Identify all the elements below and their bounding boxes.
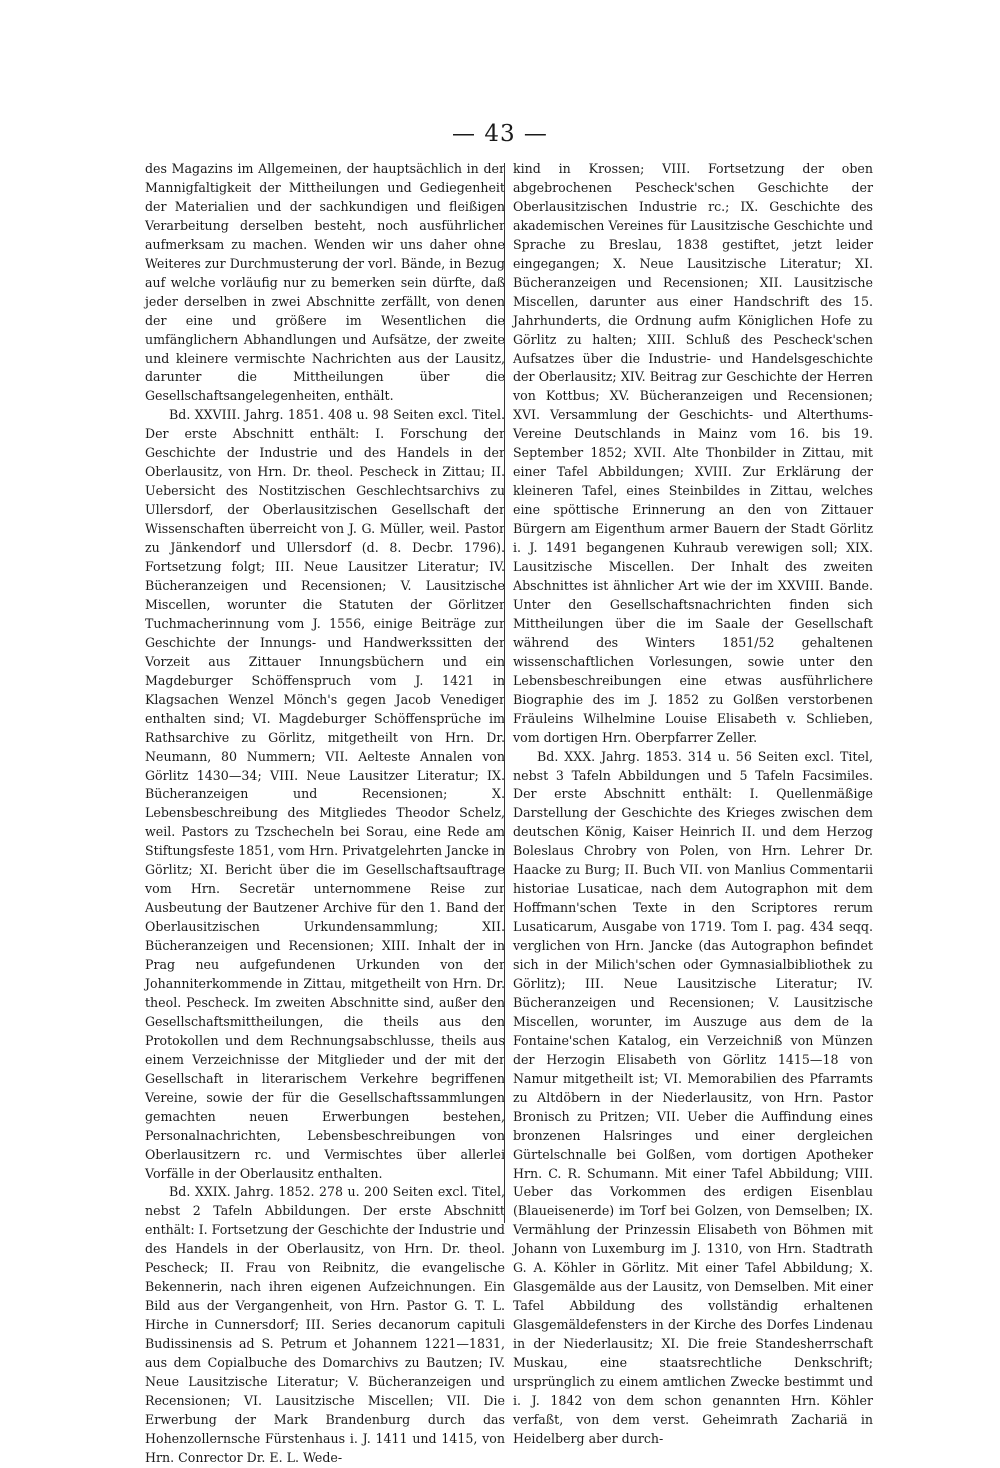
paragraph-intro: des Magazins im Allgemeinen, der hauptsächlich in der Mannigfaltigkeit der Mittheilungen und Gediegenheit der Materialien und der sachkundigen und fleißigen Verarbeitung derselben besteht, noch ausführlicher aufmerksam zu machen. Wenden wir uns daher ohne Weiteres zur Durchmusterung der vorl. Bände, in Bezug auf welche vorläufig nur zu bemerken sein dürfte, daß jeder derselben in zwei Abschnitte zerfällt, von denen der eine und größere im Wesentlichen die umfänglichern Abhandlungen und Aufsätze, der zweite und kleinere vermischte Nachrichten aus der Lausitz, darunter die Mittheilungen über die Gesellschaftsangelegenheiten, enthält. (145, 161, 505, 404)
page-number: — 43 — (452, 121, 548, 147)
paragraph-volume-28: Bd. XXVIII. Jahrg. 1851. 408 u. 98 Seiten excl. Titel. Der erste Abschnitt enthält: I. Forschung der Geschichte der Industrie und des Handels in der Oberlausitz, von Hrn. Dr. theol. Pescheck in Zittau; II. Uebersicht des Nostitzischen Geschlechtsarchivs zu Ullersdorf, der Oberlausitzischen Gesellschaft der Wissenschaften überreicht von J. G. Müller, weil. Pastor zu Jänkendorf und Ullersdorf (d. 8. Decbr. 1796). Fortsetzung folgt; III. Neue Lausitzer Literatur; IV. Bücheranzeigen und Recensionen; V. Lausitzische Miscellen, worunter die Statuten der Görlitzer Tuchmacherinnung vom J. 1556, einige Beiträge zur Geschichte der Innungs- und Handwerkssitten der Vorzeit aus Zittauer Innungsbüchern und ein Magdeburger Schöffenspruch vom J. 1421 in Klagsachen Wenzel Mönch's gegen Jacob Venediger enthalten sind; VI. Magdeburger Schöffensprüche im Rathsarchive zu Görlitz, mitgetheilt von Hrn. Dr. Neumann, 80 Nummern; VII. Aelteste Annalen von Görlitz 1430—34; VIII. Neue Lausitzer Literatur; IX. Bücheranzeigen und Recensionen; X. Lebensbeschreibung des Mitgliedes Theodor Schelz, weil. Pastors zu Tzschecheln bei Sorau, eine Rede am Stiftungsfeste 1851, vom Hrn. Privatgelehrten Jancke in Görlitz; XI. Bericht über die im Gesellschaftsauftrage vom Hrn. Secretär unternommene Reise zur Ausbeutung der Bautzener Archive für den 1. Band der Oberlausitzischen Urkundensammlung; XII. Bücheranzeigen und Recensionen; XIII. Inhalt der in Prag neu aufgefundenen Urkunden von der Johanniterkommende in Zittau, mitgetheilt von Hrn. Dr. theol. Pescheck. Im zweiten Abschnitte sind, außer den Gesellschaftsmittheilungen, die theils aus den Protokollen und dem Rechnungsabschlusse, theils aus einem Verzeichnisse der Mitglieder und der mit der Gesellschaft in literarischem Verkehre begriffenen Vereine, sowie der für die Gesellschaftssammlungen gemachten neuen Erwerbungen bestehen, Personalnachrichten, Lebensbeschreibungen von Oberlausitzern rc. und Vermischtes über allerlei Vorfälle in der Oberlausitz enthalten. (145, 407, 506, 1181)
right-column (513, 160, 873, 1449)
column-divider (504, 163, 505, 1223)
paragraph-volume-29: Bd. XXIX. Jahrg. 1852. 278 u. 200 Seiten excl. Titel, nebst 2 Tafeln Abbildungen. Der erste Abschnitt enthält: I. Fortsetzung der Geschichte der Industrie und des Handels in der Oberlausitz, von Hrn. Dr. theol. Pescheck; II. Frau von Reibnitz, die evangelische Bekennerin, nach ihren eigenen Aufzeichnungen. Ein Bild aus der Vergangenheit, von Hrn. Pastor G. T. L. Hirche in Cunnersdorf; III. Series decanorum capituli Budissinensis ad S. Petrum et Johannem 1221—1831, aus dem Copialbuche des Domarchivs zu Bautzen; IV. Neue Lausitzische Literatur; V. Bücheranzeigen und Recensionen; VI. Lausitzische Miscellen; VII. Die Erwerbung der Mark Brandenburg durch das Hohenzollernsche Fürstenhaus i. J. 1411 und 1415, von Hrn. Conrector Dr. E. L. Wede- (145, 1184, 505, 1465)
paragraph-volume-29-continued: kind in Krossen; VIII. Fortsetzung der oben abgebrochenen Pescheck'schen Geschichte der Oberlausitzischen Industrie rc.; IX. Geschichte des akademischen Vereines für Lausitzische Geschichte und Sprache zu Breslau, 1838 gestiftet, jetzt leider eingegangen; X. Neue Lausitzische Literatur; XI. Bücheranzeigen und Recensionen; XII. Lausitzische Miscellen, darunter aus einer Handschrift des 15. Jahrhunderts, die Ordnung aufm Königlichen Hofe zu Görlitz zu halten; XIII. Schluß des Pescheck'schen Aufsatzes über die Industrie- und Handelsgeschichte der Oberlausitz; XIV. Beitrag zur Geschichte der Herren von Kottbus; XV. Bücheranzeigen und Recensionen; XVI. Versammlung der Geschichts- und Alterthums-Vereine Deutschlands in Mainz vom 16. bis 19. September 1852; XVII. Alte Thonbilder in Zittau, mit einer Tafel Abbildungen; XVIII. Zur Erklärung der kleineren Tafel, eines Steinbildes in Zittau, welches eine spöttische Erinnerung an den von Zittauer Bürgern am Eigenthum armer Bauern der Stadt Görlitz i. J. 1491 begangenen Kuhraub verewigen soll; XIX. Lausitzische Miscellen. Der Inhalt des zweiten Abschnittes ist ähnlicher Art wie der im XXVIII. Bande. Unter den Gesellschaftsnachrichten finden sich Mittheilungen über die im Saale der Gesellschaft während des Winters 1851/52 gehaltenen wissenschaftlichen Vorlesungen, sowie unter den Lebensbeschreibungen eine etwas ausführlichere Biographie des im J. 1852 zu Golßen verstorbenen Fräuleins Wilhelmine Louise Elisabeth v. Schlieben, vom dortigen Hrn. Oberpfarrer Zeller. (513, 161, 873, 745)
paragraph-volume-30: Bd. XXX. Jahrg. 1853. 314 u. 56 Seiten excl. Titel, nebst 3 Tafeln Abbildungen und 5 Tafeln Facsimiles. Der erste Abschnitt enthält: I. Quellenmäßige Darstellung der Geschichte des Krieges zwischen dem deutschen König, Kaiser Heinrich II. und dem Herzog Boleslaus Chrobry von Polen, von Hrn. Lehrer Dr. Haacke zu Burg; II. Buch VII. von Manlius Commentarii historiae Lusaticae, nach dem Autographon mit dem Hoffmann'schen Texte in den Scriptores rerum Lusaticarum, Ausgabe von 1719. Tom I. pag. 434 seqq. verglichen von Hrn. Jancke (das Autographon befindet sich in der Milich'schen oder Gymnasialbibliothek zu Görlitz); III. Neue Lausitzische Literatur; IV. Bücheranzeigen und Recensionen; V. Lausitzische Miscellen, worunter, im Auszuge aus dem de la Fontaine'schen Katalog, ein Verzeichniß von Münzen der Herzogin Elisabeth von Görlitz 1415—18 von Namur mitgetheilt ist; VI. Memorabilien des Pfarramts zu Altdöbern in der Niederlausitz, von Hrn. Pastor Bronisch zu Pritzen; VII. Ueber die Auffindung eines bronzenen Halsringes und einer dergleichen Gürtelschnalle bei Golßen, vom dortigen Apotheker Hrn. C. R. Schumann. Mit einer Tafel Abbildung; VIII. Ueber das Vorkommen des erdigen Eisenblau (Blaueisenerde) im Torf bei Golzen, von Demselben; IX. Vermählung der Prinzessin Elisabeth von Böhmen mit Johann von Luxemburg im J. 1310, von Hrn. Stadtrath G. A. Köhler in Görlitz. Mit einer Tafel Abbildung; X. Glasgemälde aus der Lausitz, von Demselben. Mit einer Tafel Abbildung des vollständig erhaltenen Glasgemäldefensters in der Kirche des Dorfes Lindenau in der Niederlausitz; XI. Die freie Standesherrschaft Muskau, eine staatsrechtliche Denkschrift; ursprünglich zu einem amtlichen Zwecke bestimmt und i. J. 1842 von dem schon genannten Hrn. Köhler verfaßt, von dem verst. Geheimrath Zachariä in Heidelberg aber durch- (513, 748, 873, 1446)
left-column (145, 160, 505, 1468)
